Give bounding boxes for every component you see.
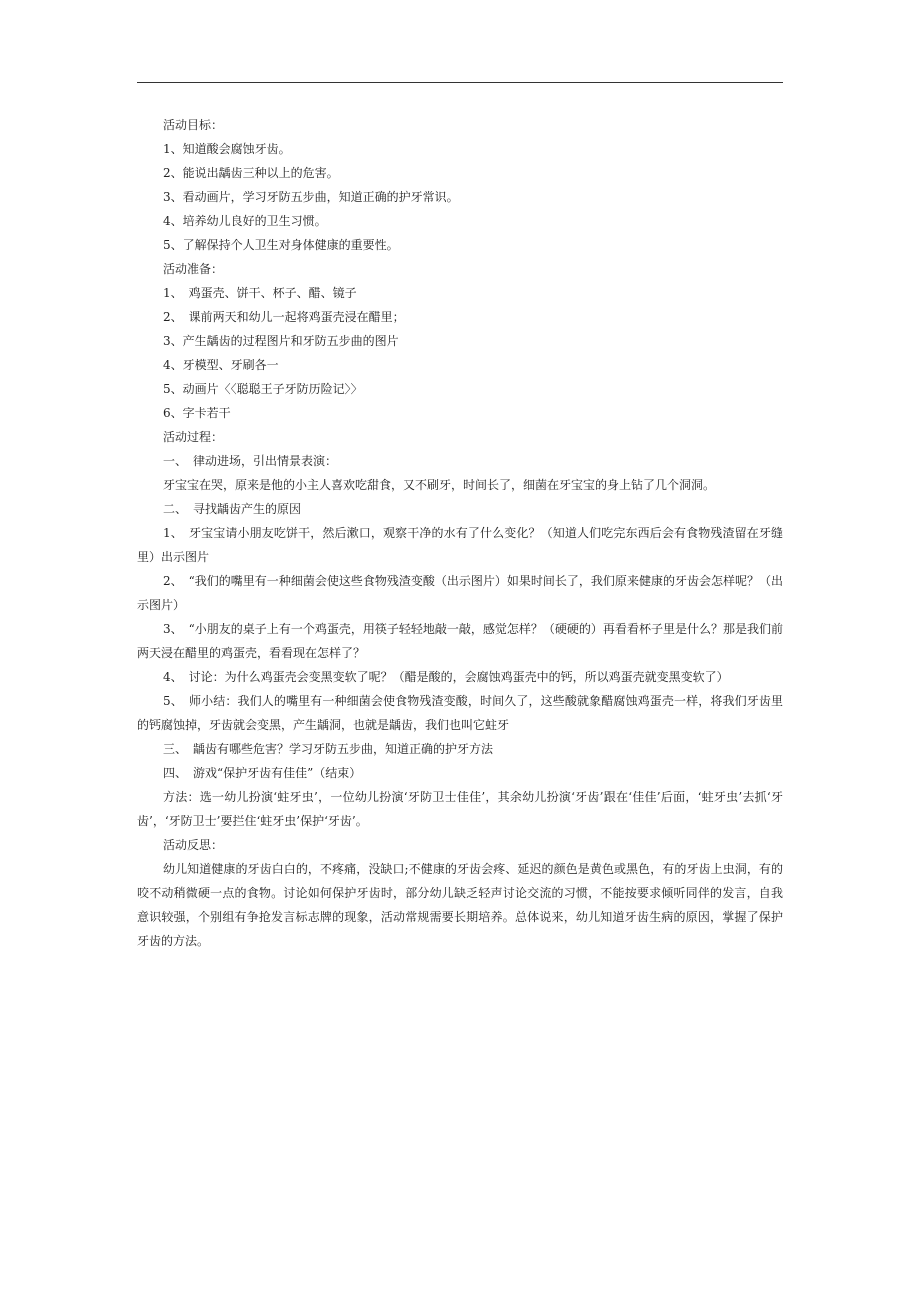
- preparation-item: 4、牙模型、牙刷各一: [163, 358, 279, 372]
- process-step-heading: 二、 寻找龋齿产生的原因: [163, 502, 302, 516]
- reflection-paragraph: 幼儿知道健康的牙齿白白的，不疼痛，没缺口;不健康的牙齿会疼、延迟的颜色是黄色或黑色，有的牙齿上虫洞，有的咬不动稍微硬一点的食物。讨论如何保护牙齿时，部分幼儿缺乏轻声讨论交流的习惯，不能按要求倾听同伴的发言，自我意识较强，个别组有争抢发言标志牌的现象，活动常规需要长期培养。总体说来，幼儿知道牙齿生病的原因，掌握了保护牙齿的方法。: [137, 862, 783, 948]
- section-heading-process: 活动过程：: [163, 430, 224, 444]
- preparation-item: 3、产生龋齿的过程图片和牙防五步曲的图片: [163, 334, 399, 348]
- document-body: [137, 113, 783, 953]
- goal-item: 4、培养幼儿良好的卫生习惯。: [163, 214, 327, 228]
- process-step-heading: 四、 游戏“保护牙齿有佳佳”（结束）: [163, 766, 362, 780]
- preparation-item: 6、字卡若干: [163, 406, 231, 420]
- goal-item: 3、看动画片，学习牙防五步曲，知道正确的护牙常识。: [163, 190, 459, 204]
- process-step-heading: 三、 龋齿有哪些危害？学习牙防五步曲，知道正确的护牙方法: [163, 742, 494, 756]
- goal-item: 2、能说出龋齿三种以上的危害。: [163, 166, 339, 180]
- process-subitem: 3、 “小朋友的桌子上有一个鸡蛋壳，用筷子轻轻地敲一敲，感觉怎样？（硬硬的）再看看杯子里是什么？那是我们前两天浸在醋里的鸡蛋壳，看看现在怎样了？: [137, 622, 783, 660]
- preparation-item: 1、 鸡蛋壳、饼干、杯子、醋、镜子: [163, 286, 357, 300]
- process-paragraph: 牙宝宝在哭，原来是他的小主人喜欢吃甜食，又不刷牙，时间长了，细菌在牙宝宝的身上钻了几个洞洞。: [163, 478, 716, 492]
- preparation-item: 5、动画片〈〈聪聪王子牙防历险记〉〉: [163, 382, 363, 396]
- section-heading-goals: 活动目标：: [163, 118, 224, 132]
- goal-item: 1、知道酸会腐蚀牙齿。: [163, 142, 291, 156]
- process-subitem: 5、 师小结：我们人的嘴里有一种细菌会使食物残渣变酸，时间久了，这些酸就象醋腐蚀鸡蛋壳一样，将我们牙齿里的钙腐蚀掉，牙齿就会变黑，产生龋洞，也就是龋齿，我们也叫它蛀牙: [137, 694, 783, 732]
- section-heading-reflection: 活动反思：: [163, 838, 224, 852]
- process-step-heading: 一、 律动进场，引出情景表演：: [163, 454, 338, 468]
- section-heading-preparation: 活动准备：: [163, 262, 224, 276]
- process-subitem: 1、 牙宝宝请小朋友吃饼干，然后漱口，观察干净的水有了什么变化？（知道人们吃完东西后会有食物残渣留在牙缝里）出示图片: [137, 526, 783, 564]
- header-rule: [137, 82, 783, 83]
- process-subitem: 4、 讨论：为什么鸡蛋壳会变黑变软了呢？（醋是酸的，会腐蚀鸡蛋壳中的钙，所以鸡蛋壳就变黑变软了）: [163, 670, 729, 684]
- preparation-item: 2、 课前两天和幼儿一起将鸡蛋壳浸在醋里；: [163, 310, 405, 324]
- process-subitem: 2、 “我们的嘴里有一种细菌会使这些食物残渣变酸（出示图片）如果时间长了，我们原来健康的牙齿会怎样呢？（出示图片）: [137, 574, 783, 612]
- game-method-paragraph: 方法：选一幼儿扮演‘蛀牙虫’，一位幼儿扮演‘牙防卫士佳佳’，其余幼儿扮演‘牙齿’跟在‘佳佳’后面，‘蛀牙虫’去抓‘牙齿’，‘牙防卫士’要拦住‘蛀牙虫’保护‘牙齿’。: [137, 790, 783, 828]
- goal-item: 5、了解保持个人卫生对身体健康的重要性。: [163, 238, 399, 252]
